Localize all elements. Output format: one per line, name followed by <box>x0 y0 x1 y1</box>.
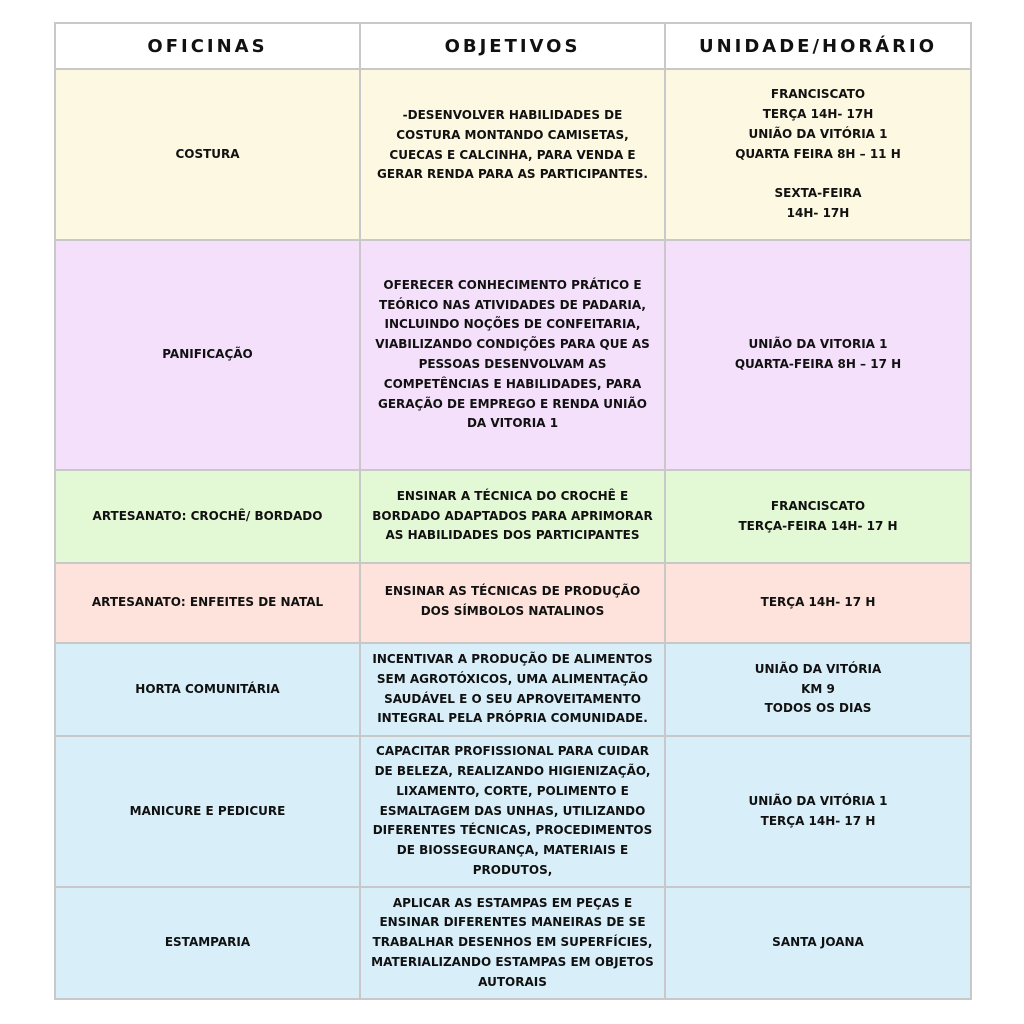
unidade-cell: FRANCISCATO TERÇA-FEIRA 14H- 17 H <box>665 470 971 563</box>
unidade-cell: UNIÃO DA VITÓRIA KM 9 TODOS OS DIAS <box>665 643 971 736</box>
objetivo-cell: CAPACITAR PROFISSIONAL PARA CUIDAR DE BELEZA, REALIZANDO HIGIENIZAÇÃO, LIXAMENTO, CORTE, POLIMENTO E ESMALTAGEM DAS UNHAS, UTILIZANDO DIFERENTES TÉCNICAS, PROCEDIMENTOS DE BIOSSEGURANÇA, MATERIAIS E PRODUTOS, <box>360 736 665 887</box>
unidade-cell: FRANCISCATO TERÇA 14H- 17H UNIÃO DA VITÓRIA 1 QUARTA FEIRA 8H – 11 H SEXTA-FEIRA 14H- 17H <box>665 69 971 240</box>
objetivo-cell: INCENTIVAR A PRODUÇÃO DE ALIMENTOS SEM AGROTÓXICOS, UMA ALIMENTAÇÃO SAUDÁVEL E O SEU APROVEITAMENTO INTEGRAL PELA PRÓPRIA COMUNIDADE. <box>360 643 665 736</box>
objetivo-cell: ENSINAR AS TÉCNICAS DE PRODUÇÃO DOS SÍMBOLOS NATALINOS <box>360 563 665 643</box>
table-row-croche-bordado <box>55 470 971 563</box>
oficina-cell: ESTAMPARIA <box>55 887 360 999</box>
table-row-manicure <box>55 736 971 887</box>
objetivo-cell: -DESENVOLVER HABILIDADES DE COSTURA MONTANDO CAMISETAS, CUECAS E CALCINHA, PARA VENDA E GERAR RENDA PARA AS PARTICIPANTES. <box>360 69 665 240</box>
oficinas-table-wrapper <box>54 22 970 1000</box>
unidade-cell: UNIÃO DA VITORIA 1 QUARTA-FEIRA 8H – 17 H <box>665 240 971 470</box>
table-row-panificacao <box>55 240 971 470</box>
oficina-cell: ARTESANATO: ENFEITES DE NATAL <box>55 563 360 643</box>
oficina-cell: MANICURE E PEDICURE <box>55 736 360 887</box>
objetivo-cell: OFERECER CONHECIMENTO PRÁTICO E TEÓRICO NAS ATIVIDADES DE PADARIA, INCLUINDO NOÇÕES DE CONFEITARIA, VIABILIZANDO CONDIÇÕES PARA QUE AS PESSOAS DESENVOLVAM AS COMPETÊNCIAS E HABILIDADES, PARA GERAÇÃO DE EMPREGO E RENDA UNIÃO DA VITORIA 1 <box>360 240 665 470</box>
header-objetivos: OBJETIVOS <box>360 23 665 69</box>
oficinas-table <box>54 22 972 1000</box>
table-row-enfeites-natal <box>55 563 971 643</box>
unidade-cell: UNIÃO DA VITÓRIA 1 TERÇA 14H- 17 H <box>665 736 971 887</box>
oficina-cell: PANIFICAÇÃO <box>55 240 360 470</box>
table-row-costura <box>55 69 971 240</box>
objetivo-cell: ENSINAR A TÉCNICA DO CROCHÊ E BORDADO ADAPTADOS PARA APRIMORAR AS HABILIDADES DOS PARTICIPANTES <box>360 470 665 563</box>
unidade-cell: TERÇA 14H- 17 H <box>665 563 971 643</box>
oficina-cell: HORTA COMUNITÁRIA <box>55 643 360 736</box>
oficina-cell: COSTURA <box>55 69 360 240</box>
header-oficinas: OFICINAS <box>55 23 360 69</box>
oficina-cell: ARTESANATO: CROCHÊ/ BORDADO <box>55 470 360 563</box>
table-row-estamparia <box>55 887 971 999</box>
table-row-horta <box>55 643 971 736</box>
objetivo-cell: APLICAR AS ESTAMPAS EM PEÇAS E ENSINAR DIFERENTES MANEIRAS DE SE TRABALHAR DESENHOS EM SUPERFÍCIES, MATERIALIZANDO ESTAMPAS EM OBJETOS AUTORAIS <box>360 887 665 999</box>
header-unidade-horario: UNIDADE/HORÁRIO <box>665 23 971 69</box>
unidade-cell: SANTA JOANA <box>665 887 971 999</box>
table-header-row <box>55 23 971 69</box>
